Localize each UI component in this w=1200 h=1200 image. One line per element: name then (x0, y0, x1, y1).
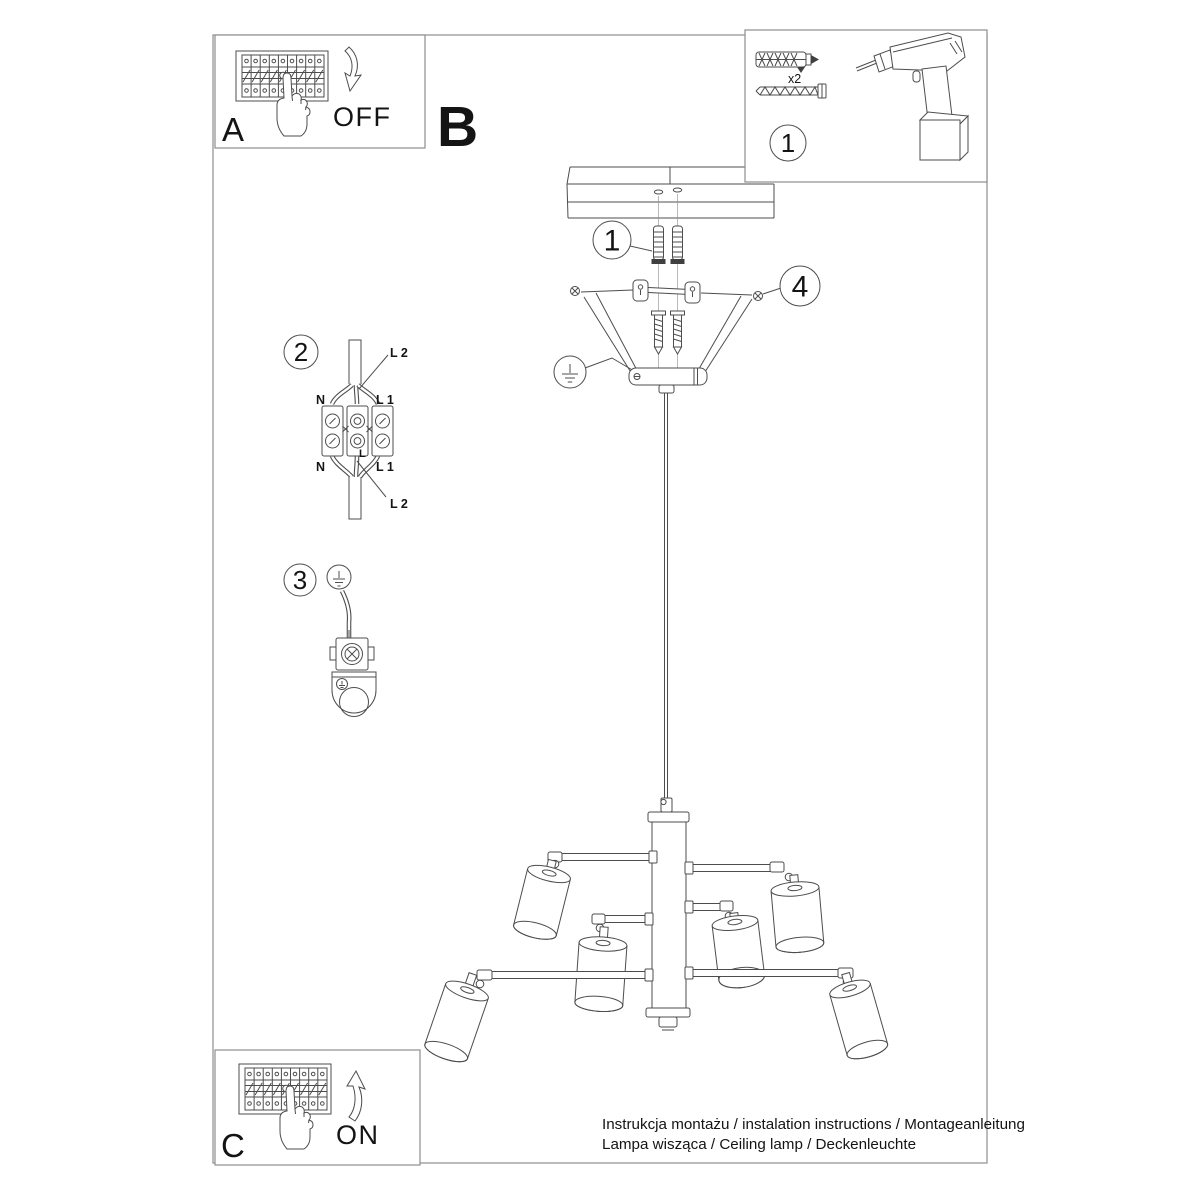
earth-symbol-icon (327, 565, 351, 589)
label-l1-top: L 1 (376, 393, 394, 407)
ceiling-slab (567, 167, 774, 218)
label-n-top: N (315, 393, 325, 407)
cord-grip (661, 798, 672, 812)
grounding-step-number: 3 (292, 565, 308, 595)
column-bottom-cap (646, 1008, 690, 1017)
off-label: OFF (333, 102, 392, 132)
label-n-bottom: N (315, 460, 325, 474)
arm-bottom-right (685, 967, 853, 986)
label-l2-top: L 2 (390, 346, 408, 360)
label-l2-bottom: L 2 (390, 497, 408, 511)
footer-line-2: Lampa wisząca / Ceiling lamp / Deckenleuchte (602, 1136, 917, 1153)
panel-on-box (215, 1050, 420, 1165)
step-b-label: B (437, 95, 479, 159)
bracket-screw-right (754, 292, 763, 301)
wiring-step-number: 2 (293, 337, 309, 367)
shade-top-left (512, 855, 574, 943)
step-a-label: A (222, 111, 245, 148)
anchor-count-label: x2 (788, 72, 802, 86)
pendant-cord (665, 393, 668, 799)
bottom-knob (659, 1017, 677, 1027)
ground-symbol-canopy (554, 356, 634, 388)
arm-mid-left (574, 913, 653, 1013)
central-column (652, 822, 686, 1008)
panel-off-box (215, 35, 425, 148)
wall-anchors (593, 221, 685, 264)
arm-bottom-left (476, 969, 653, 988)
callout-1-screws: 1 (603, 224, 621, 258)
breaker-panel-icon (239, 1064, 331, 1114)
arm-top-left (512, 851, 657, 943)
footer-line-1: Instrukcja montażu / instalation instructions / Montageanleitung (602, 1116, 1025, 1133)
wiring-diagram (284, 335, 408, 519)
step-c-label: C (221, 1127, 245, 1164)
label-live: L (359, 448, 366, 460)
ground-clamp-icon (330, 638, 376, 717)
shade-mid-right (711, 910, 766, 990)
callout-4: 4 (791, 270, 809, 304)
lamp-body (422, 798, 889, 1066)
tools-step-number: 1 (780, 128, 796, 158)
terminal-block (322, 406, 393, 456)
bracket-screw-left (571, 287, 580, 296)
breaker-panel-icon (236, 51, 328, 101)
on-label: ON (336, 1120, 380, 1150)
column-top-cap (648, 812, 689, 822)
label-l1-bottom: L 1 (376, 460, 394, 474)
canopy-screws (652, 311, 685, 354)
tools-box (745, 30, 987, 182)
canopy (629, 368, 707, 393)
ground-clamp-diagram (284, 564, 376, 717)
shade-bottom-right (825, 968, 889, 1063)
shade-mid-left (574, 925, 628, 1013)
shade-top-right (770, 873, 825, 954)
